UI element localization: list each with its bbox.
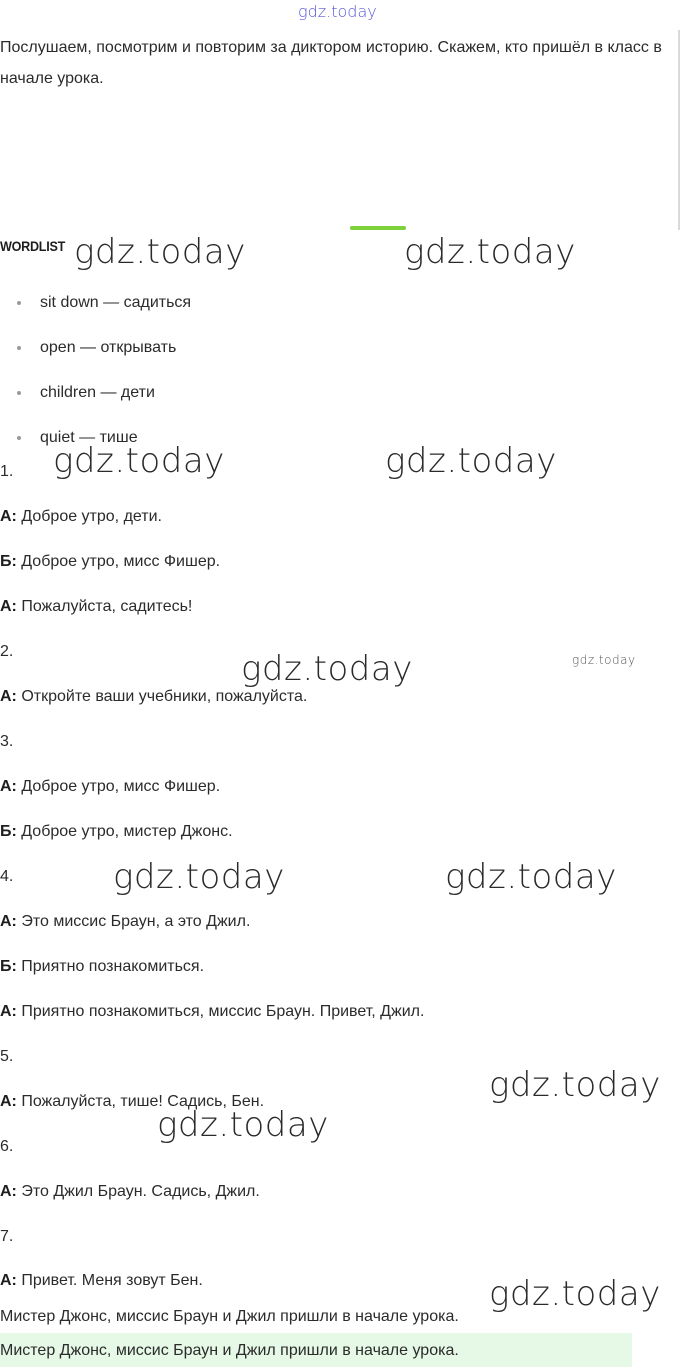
watermark-top: gdz.today: [298, 2, 377, 21]
wordlist-item-text: sit down — садиться: [40, 294, 192, 311]
watermark: gdz.today: [445, 857, 617, 897]
wordlist-item-text: children — дети: [40, 384, 155, 401]
answer-highlighted-text: Мистер Джонс, миссис Браун и Джил пришли в начале урока.: [0, 1342, 459, 1359]
bullet-icon: [17, 301, 21, 305]
speaker-label: А:: [0, 778, 17, 795]
dialogue-text: Приятно познакомиться.: [16, 958, 205, 975]
section-number: 3.: [0, 733, 14, 750]
section-number: 5.: [0, 1048, 14, 1065]
wordlist: [0, 280, 191, 460]
watermark: gdz.today: [489, 1065, 661, 1105]
speaker-label: А:: [0, 1183, 17, 1200]
speaker-label: А:: [0, 1093, 17, 1110]
watermark: gdz.today: [74, 232, 246, 272]
watermark: gdz.today: [404, 232, 576, 272]
wordlist-item-text: quiet — тише: [40, 429, 138, 446]
bullet-icon: [17, 346, 21, 350]
wordlist-item: [0, 325, 191, 370]
dialogue-line: [0, 912, 250, 932]
dialogue-text: Доброе утро, дети.: [16, 508, 162, 525]
dialogue-text: Доброе утро, мисс Фишер.: [16, 778, 221, 795]
wordlist-item: [0, 280, 191, 325]
dialogue-line: [0, 1271, 203, 1291]
dialogue-text: Привет. Меня зовут Бен.: [16, 1272, 203, 1289]
section-number: 7.: [0, 1228, 14, 1245]
watermark: gdz.today: [53, 441, 225, 481]
speaker-label: Б:: [0, 553, 17, 570]
section-number: 2.: [0, 643, 14, 660]
section-number: 1.: [0, 463, 14, 480]
wordlist-item: [0, 415, 191, 460]
watermark: gdz.today: [489, 1274, 661, 1314]
dialogue-text: Пожалуйста, садитесь!: [16, 598, 193, 615]
section-number: 4.: [0, 868, 14, 885]
speaker-label: А:: [0, 913, 17, 930]
dialogue-line: [0, 822, 233, 842]
intro-text: Послушаем, посмотрим и повторим за диктором историю. Скажем, кто пришёл в класс в начале урока.: [0, 39, 662, 87]
dialogue-text: Это миссис Браун, а это Джил.: [16, 913, 251, 930]
bullet-icon: [17, 391, 21, 395]
accent-divider: [350, 226, 406, 230]
wordlist-title: WORDLIST: [0, 238, 66, 254]
dialogue-text: Откройте ваши учебники, пожалуйста.: [16, 688, 308, 705]
section-number: 6.: [0, 1138, 14, 1155]
dialogue-line: [0, 1182, 260, 1202]
speaker-label: А:: [0, 688, 17, 705]
dialogue-line: [0, 507, 162, 527]
watermark: gdz.today: [572, 653, 636, 667]
wordlist-item: [0, 370, 191, 415]
dialogue-text: Доброе утро, мисс Фишер.: [16, 553, 221, 570]
watermark: gdz.today: [113, 857, 285, 897]
dialogue-text: Пожалуйста, тише! Садись, Бен.: [16, 1093, 265, 1110]
speaker-label: А:: [0, 598, 17, 615]
dialogue-line: [0, 597, 192, 617]
dialogue-line: [0, 777, 220, 797]
watermark: gdz.today: [241, 649, 413, 689]
dialogue-text: Доброе утро, мистер Джонс.: [16, 823, 233, 840]
dialogue-line: [0, 1002, 424, 1022]
wordlist-item-text: open — открывать: [40, 339, 177, 356]
dialogue-line: [0, 687, 307, 707]
dialogue-line: [0, 957, 204, 977]
dialogue-text: Приятно познакомиться, миссис Браун. Привет, Джил.: [16, 1003, 425, 1020]
dialogue-line: [0, 1092, 264, 1112]
dialogue-text: Это Джил Браун. Садись, Джил.: [16, 1183, 260, 1200]
answer-text: Мистер Джонс, миссис Браун и Джил пришли в начале урока.: [0, 1308, 459, 1325]
bullet-icon: [17, 436, 21, 440]
speaker-label: Б:: [0, 958, 17, 975]
speaker-label: А:: [0, 1272, 17, 1289]
speaker-label: А:: [0, 1003, 17, 1020]
speaker-label: Б:: [0, 823, 17, 840]
watermark: gdz.today: [157, 1105, 329, 1145]
watermark: gdz.today: [385, 441, 557, 481]
speaker-label: А:: [0, 508, 17, 525]
dialogue-line: [0, 552, 220, 572]
